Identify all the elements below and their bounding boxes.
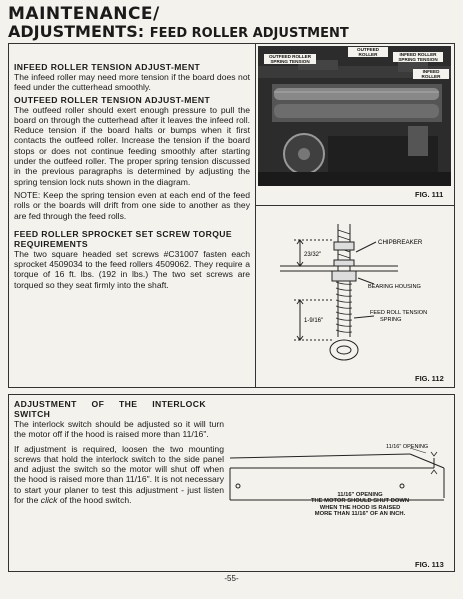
note-line1: 11/16" OPENING [337, 492, 383, 498]
label-infeed-roller: INFEED ROLLER [413, 69, 449, 79]
header-sub: FEED ROLLER ADJUSTMENT [149, 26, 349, 41]
sprocket-body: The two square headed set screws #C31007 fasten each sprocket 4509034 to the feed rollers 4509062. They require a torque of 16 ft. lbs. (192 in lbs.) The two set screws are torqued so they seat firmly into the shaft. [14, 248, 250, 290]
fig112-diagram [258, 222, 454, 372]
interlock-body2-em: click [40, 495, 58, 506]
figure-divider [255, 205, 455, 206]
dim-23-32: 23/32" [304, 252, 322, 258]
interlock-heading: ADJUSTMENT OF THE INTERLOCK SWITCH [14, 399, 206, 419]
infeed-body: The infeed roller may need more tension if the board does not feed under the cutterhead smoothly. [14, 72, 250, 93]
label-bearing-housing: BEARING HOUSING [368, 284, 421, 290]
note-line2: THE MOTOR SHOULD SHUT DOWN [310, 498, 410, 505]
column-divider [255, 43, 256, 388]
fig112-caption: FIG. 112 [415, 374, 444, 383]
note-line3: WHEN THE HOOD IS RAISED [319, 504, 401, 511]
page-number: -55- [224, 574, 239, 583]
note-line4: MORE THAN 11/16" OF AN INCH. [314, 511, 406, 518]
label-chipbreaker: CHIPBREAKER [378, 239, 423, 246]
label-outfeed-spring: OUTFEED ROLLER SPRING TENSION [264, 54, 316, 64]
interlock-body1: The interlock switch should be adjusted so it will turn the motor off if the hood is raised more than 11/16". [14, 419, 224, 440]
label-spring-line2: SPRING [380, 317, 402, 323]
fig113-caption: FIG. 113 [415, 560, 444, 569]
page-header [8, 6, 349, 42]
interlock-body2-a: If adjustment is required, loosen the two mounting screws that hold the interlock switch to the side panel and adjust the switch so the motor will shut off when the hood is raised more than 11/16". It is not necessary to start your planer to test this adjustment - just listen for the [14, 443, 224, 506]
fig111-caption: FIG. 111 [415, 190, 444, 199]
left-text-column [14, 62, 250, 292]
infeed-heading: INFEED ROLLER TENSION ADJUST-MENT [14, 62, 201, 72]
dim-1-9-16: 1-9/16" [304, 318, 324, 324]
outfeed-body: The outfeed roller should exert enough pressure to pull the board on through the cutterhead after it leaves the infeed roll. Reduce tension if the board halts or bumps when it first contacts the outfeed roller. Increase the tension if the board stops or does not continue feeding smoothly after starting under the outfeed roller. The proper spring tension discussed in the previous paragraphs is determined by adjusting the spring tension lock nuts shown in the diagram. [14, 104, 250, 187]
planer-photo-illustration [258, 46, 451, 186]
label-spring-line1: FEED ROLL TENSION [370, 310, 428, 316]
header-line1: MAINTENANCE/ [8, 4, 160, 24]
label-infeed-spring: INFEED ROLLER SPRING TENSION [393, 52, 443, 62]
sprocket-heading: FEED ROLLER SPROCKET SET SCREW TORQUE REQUIREMENTS [14, 228, 233, 249]
label-outfeed-roller: OUTFEED ROLLER [348, 47, 388, 57]
header-line2 [8, 23, 349, 42]
header-main: ADJUSTMENTS: [8, 22, 145, 41]
fig111-photo [258, 46, 451, 186]
interlock-body2 [14, 444, 224, 506]
fig113-note [300, 492, 420, 518]
label-opening: 11/16" OPENING [386, 444, 429, 450]
outfeed-heading: OUTFEED ROLLER TENSION ADJUST-MENT [14, 94, 211, 105]
interlock-text-column [14, 399, 224, 507]
interlock-body2-b: of the hood switch. [57, 495, 132, 506]
outfeed-note: NOTE: Keep the spring tension even at each end of the feed rolls or the boards will drift from one side to another as they are fed through the feed rolls. [14, 189, 250, 221]
